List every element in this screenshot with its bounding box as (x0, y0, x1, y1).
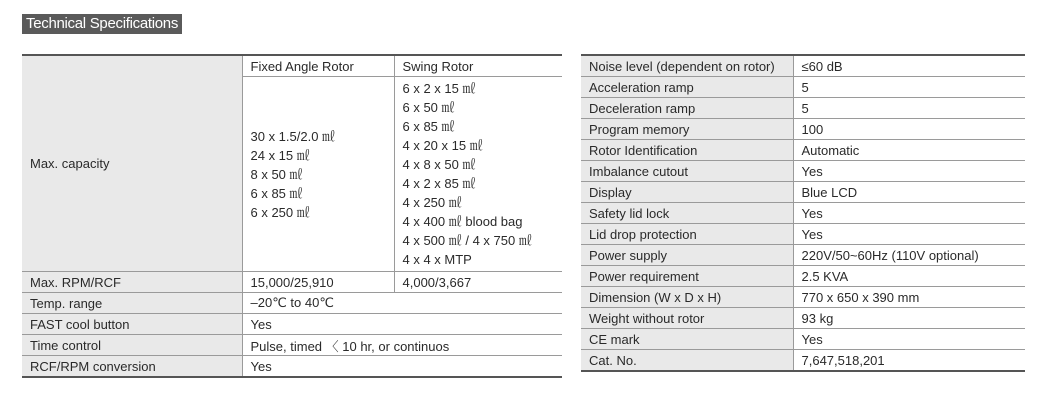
capacity-item: 6 x 2 x 15 ㎖ (402, 81, 476, 96)
row-label: FAST cool button (22, 314, 242, 335)
row-label: Temp. range (22, 293, 242, 314)
table-header-row (22, 55, 562, 77)
row-label: RCF/RPM conversion (22, 356, 242, 378)
row-label: Max. RPM/RCF (22, 272, 242, 293)
row-value: Yes (793, 203, 1025, 224)
row-label: Max. capacity (30, 156, 110, 171)
row-value: Yes (242, 314, 562, 335)
swing-capacity-cell (394, 77, 562, 272)
capacity-item: 8 x 50 ㎖ (250, 166, 303, 182)
capacity-item: 4 x 2 x 85 ㎖ (402, 176, 476, 191)
table-row (581, 287, 1025, 308)
table-row (581, 98, 1025, 119)
capacity-item: 24 x 15 ㎖ (250, 147, 310, 163)
row-value: 5 (793, 77, 1025, 98)
capacity-item: 4 x 8 x 50 ㎖ (402, 157, 476, 172)
row-label: CE mark (581, 329, 793, 350)
table-row (581, 203, 1025, 224)
capacity-item: 6 x 250 ㎖ (250, 204, 310, 220)
row-label: Noise level (dependent on rotor) (581, 55, 793, 77)
capacity-item: 4 x 500 ㎖ / 4 x 750 ㎖ (402, 233, 532, 248)
row-label: Rotor Identification (581, 140, 793, 161)
row-value: –20℃ to 40℃ (242, 293, 562, 314)
capacity-item: 30 x 1.5/2.0 ㎖ (250, 128, 336, 144)
row-label: Imbalance cutout (581, 161, 793, 182)
table-row (581, 182, 1025, 203)
row-label: Weight without rotor (581, 308, 793, 329)
row-label: Acceleration ramp (581, 77, 793, 98)
row-value: Yes (793, 224, 1025, 245)
row-label: Time control (22, 335, 242, 356)
table-row (22, 335, 562, 356)
row-label: Safety lid lock (581, 203, 793, 224)
capacity-item: 4 x 20 x 15 ㎖ (402, 138, 483, 153)
row-value: ≤60 dB (793, 55, 1025, 77)
row-label: Lid drop protection (581, 224, 793, 245)
row-value: Yes (242, 356, 562, 378)
spec-table-right (581, 54, 1025, 372)
row-value: 2.5 KVA (793, 266, 1025, 287)
capacity-item: 6 x 85 ㎖ (402, 119, 455, 134)
table-row (581, 245, 1025, 266)
row-label: Program memory (581, 119, 793, 140)
table-row (22, 293, 562, 314)
row-value: Yes (793, 329, 1025, 350)
capacity-item: 4 x 400 ㎖ blood bag (402, 214, 523, 229)
row-label: Deceleration ramp (581, 98, 793, 119)
section-title: Technical Specifications (22, 14, 182, 34)
row-value: Yes (793, 161, 1025, 182)
row-value: 100 (793, 119, 1025, 140)
row-value: 93 kg (793, 308, 1025, 329)
fixed-capacity-cell (242, 77, 394, 272)
row-value: 15,000/25,910 (242, 272, 394, 293)
row-value: 770 x 650 x 390 mm (793, 287, 1025, 308)
max-capacity-label (22, 55, 242, 272)
capacity-item: 4 x 4 x MTP (402, 252, 472, 267)
fixed-capacity-list (251, 125, 394, 224)
spec-table-left (22, 54, 562, 378)
row-value: 220V/50~60Hz (110V optional) (793, 245, 1025, 266)
table-row (22, 314, 562, 335)
table-row (581, 329, 1025, 350)
table-row (581, 224, 1025, 245)
row-value: 7,647,518,201 (793, 350, 1025, 372)
row-value: Pulse, timed 〈 10 hr, or continuos (242, 335, 562, 356)
table-row (581, 77, 1025, 98)
table-row (22, 356, 562, 378)
row-value: Blue LCD (793, 182, 1025, 203)
table-row (581, 266, 1025, 287)
row-label: Cat. No. (581, 350, 793, 372)
header-swing: Swing Rotor (394, 55, 562, 77)
table-row (581, 119, 1025, 140)
table-row (581, 140, 1025, 161)
row-value: Automatic (793, 140, 1025, 161)
capacity-item: 4 x 250 ㎖ (402, 195, 462, 210)
row-label: Dimension (W x D x H) (581, 287, 793, 308)
row-label: Display (581, 182, 793, 203)
table-row (581, 161, 1025, 182)
table-row (581, 350, 1025, 372)
swing-capacity-list (403, 77, 563, 271)
row-value: 4,000/3,667 (394, 272, 562, 293)
row-label: Power supply (581, 245, 793, 266)
table-row (581, 55, 1025, 77)
table-row (22, 272, 562, 293)
row-value: 5 (793, 98, 1025, 119)
capacity-item: 6 x 85 ㎖ (250, 185, 303, 201)
capacity-item: 6 x 50 ㎖ (402, 100, 455, 115)
table-row (581, 308, 1025, 329)
row-label: Power requirement (581, 266, 793, 287)
header-fixed-angle: Fixed Angle Rotor (242, 55, 394, 77)
